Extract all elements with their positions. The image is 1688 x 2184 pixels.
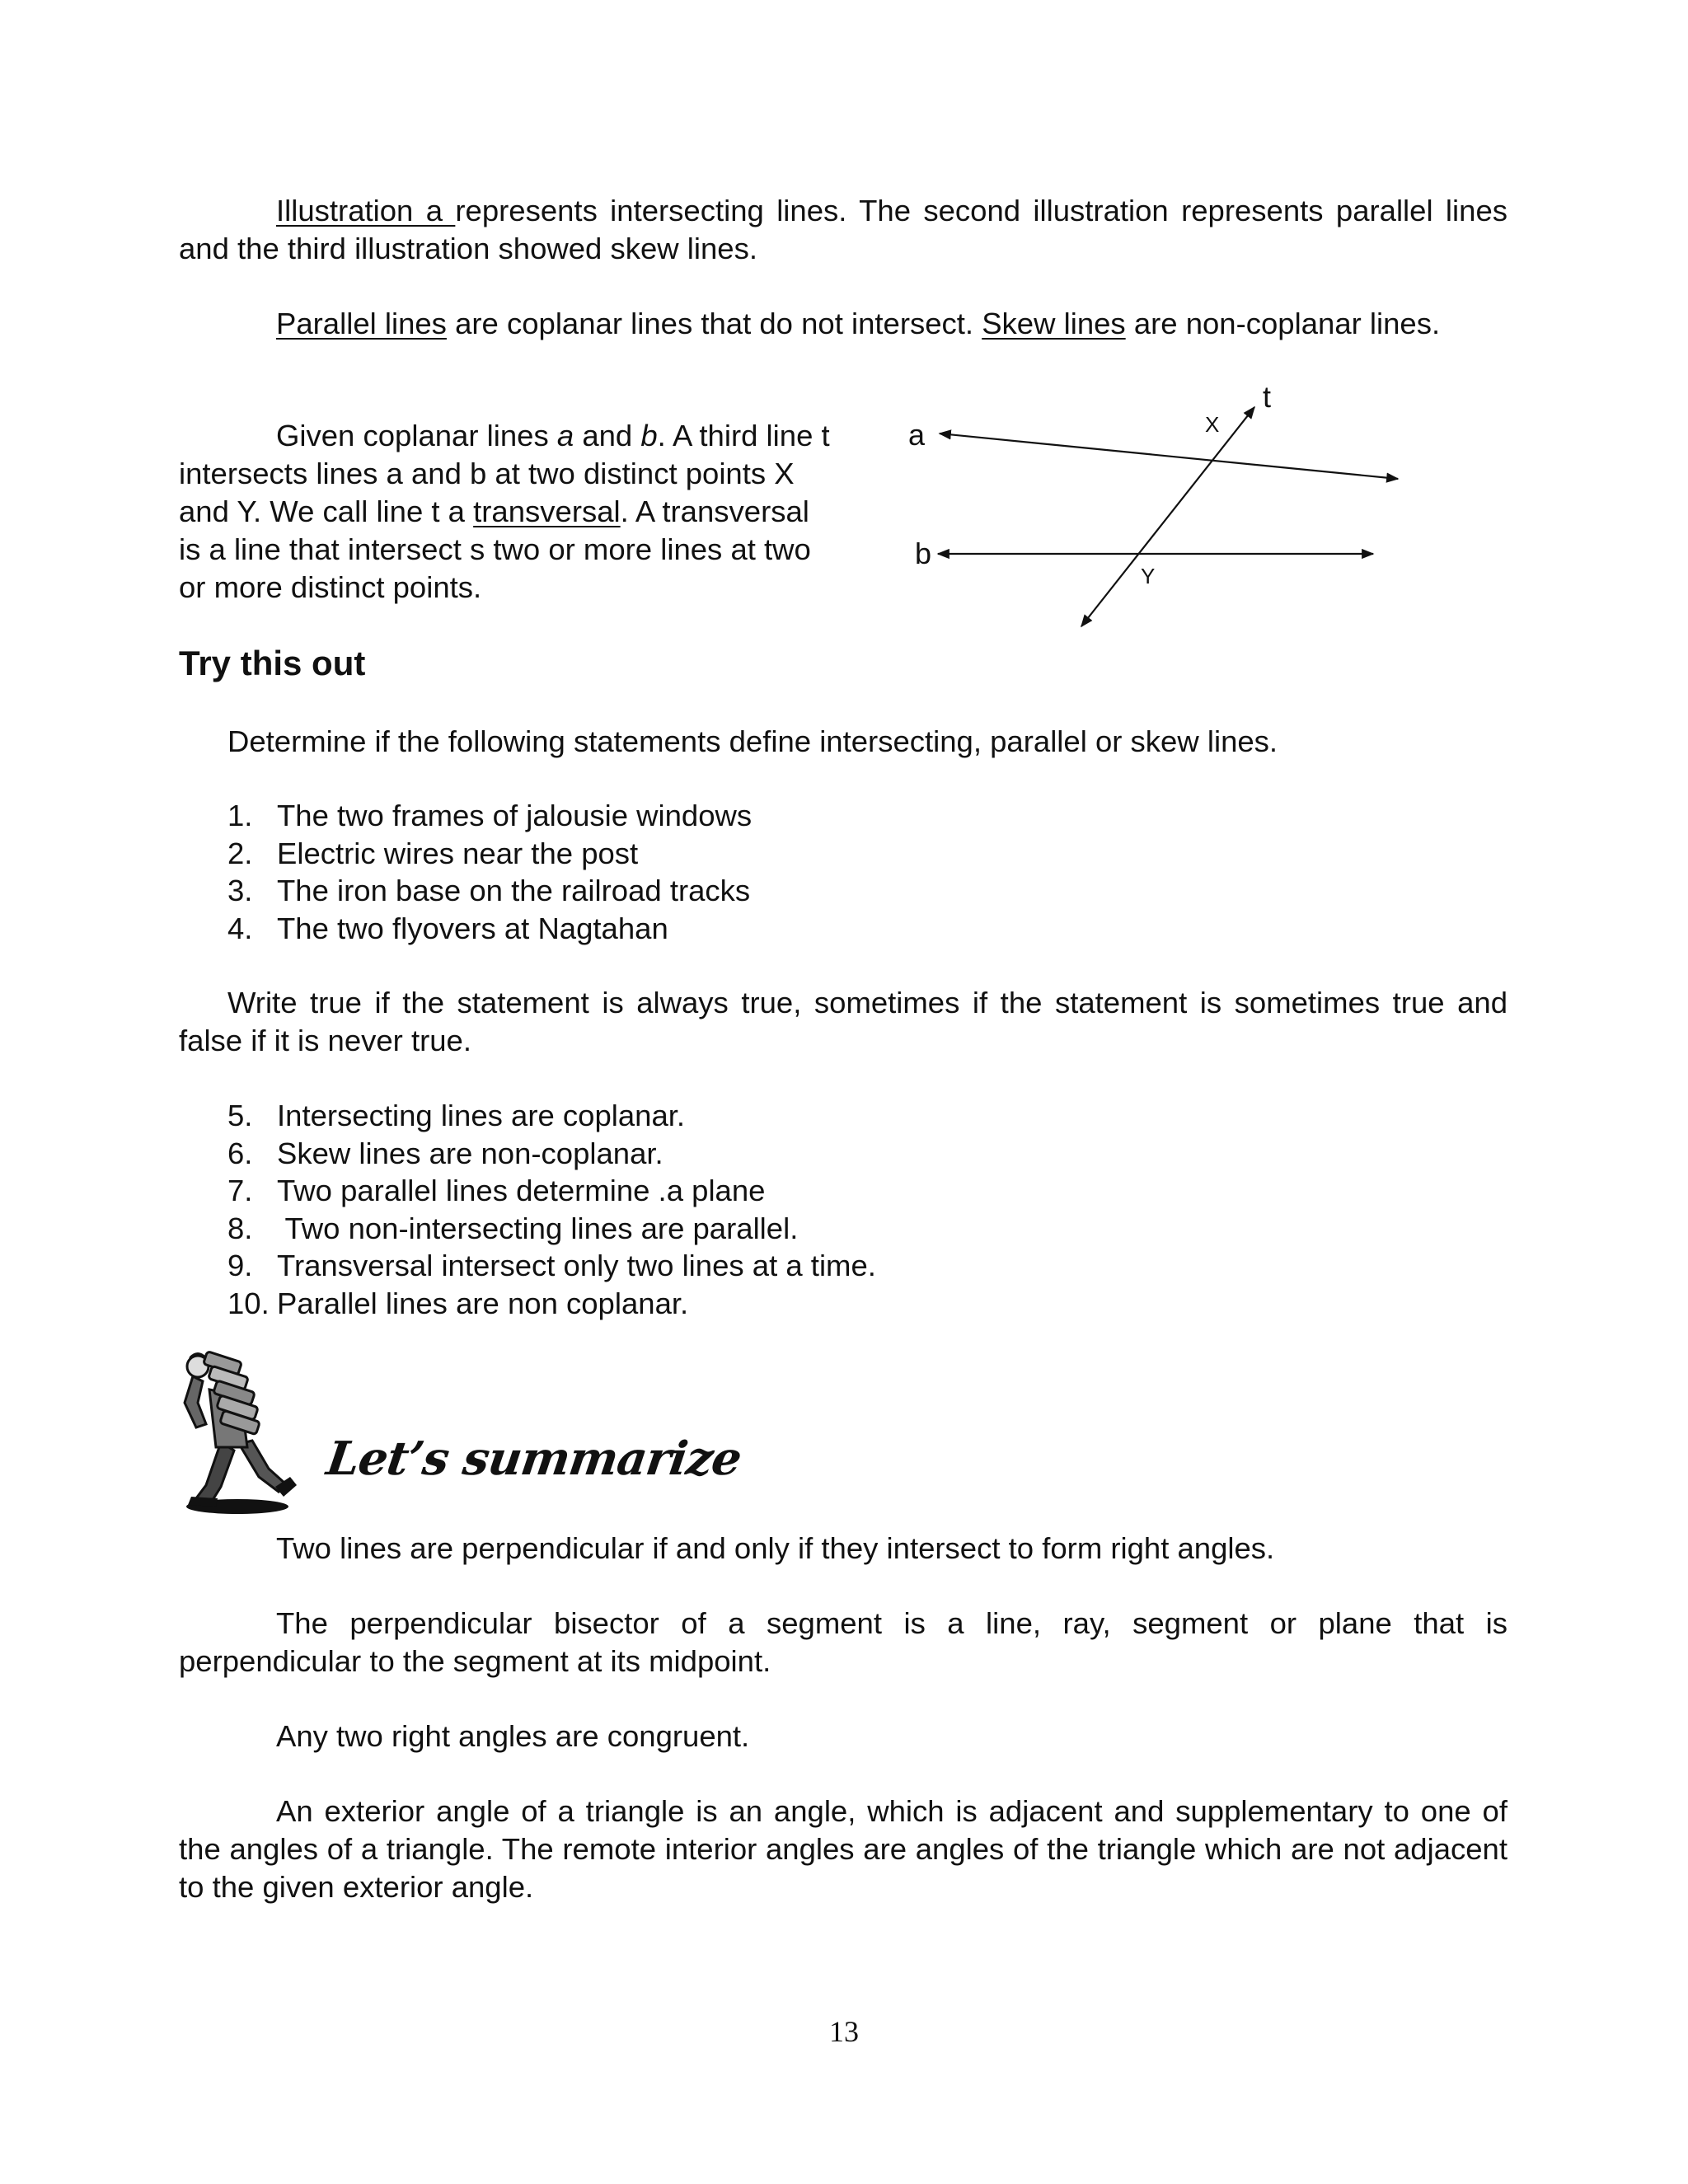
item-text: Parallel lines are non coplanar. bbox=[277, 1286, 689, 1320]
paragraph-transversal bbox=[179, 417, 832, 607]
summary-heading: Let’s summarize bbox=[323, 1432, 745, 1486]
instruction-true-false: Write true if the statement is always true, sometimes if the statement is sometimes true and false if it is never true. bbox=[179, 986, 1507, 1057]
summary-paragraph: Two lines are perpendicular if and only if they intersect to form right angles. bbox=[276, 1531, 1275, 1565]
item-text: Two parallel lines determine .a plane bbox=[277, 1174, 766, 1207]
transversal-term: transversal bbox=[473, 494, 621, 528]
list-item bbox=[227, 1247, 876, 1285]
item-text: The two frames of jalousie windows bbox=[277, 799, 753, 832]
exercise-list-1 bbox=[227, 797, 752, 947]
list-item bbox=[227, 797, 752, 835]
item-text: The two flyovers at Nagtahan bbox=[277, 911, 668, 945]
summary-paragraph: The perpendicular bisector of a segment is a line, ray, segment or plane that is perpendicular to the segment at its midpoint. bbox=[179, 1606, 1507, 1678]
item-text: Skew lines are non-coplanar. bbox=[277, 1136, 663, 1170]
item-number: 1. bbox=[227, 799, 253, 832]
line-t bbox=[1081, 407, 1254, 626]
transversal-text-4: . A transversal is a line that intersect s two or more lines at two or more distinct points. bbox=[179, 494, 811, 604]
item-number: 3. bbox=[227, 874, 253, 907]
transversal-text-1: Given coplanar lines bbox=[276, 419, 557, 452]
transversal-diagram bbox=[898, 377, 1426, 641]
item-number: 8. bbox=[227, 1211, 253, 1245]
person-carrying-books-icon bbox=[173, 1345, 305, 1518]
item-number: 6. bbox=[227, 1136, 253, 1170]
paragraph-parallel-skew bbox=[179, 305, 1507, 343]
summary-paragraph: Any two right angles are congruent. bbox=[276, 1719, 750, 1753]
list-item bbox=[227, 872, 752, 910]
illustration-label: Illustration a bbox=[276, 194, 456, 227]
item-number: 2. bbox=[227, 836, 253, 870]
label-x: X bbox=[1205, 412, 1220, 437]
transversal-text-3: . A third line t intersects lines a and b at two distinct points X and Y. We call line t a bbox=[179, 419, 830, 528]
list-item bbox=[227, 1097, 876, 1135]
parallel-lines-definition: are coplanar lines that do not intersect. bbox=[446, 307, 982, 340]
list-item bbox=[227, 1285, 876, 1323]
item-text: Two non-intersecting lines are parallel. bbox=[277, 1211, 799, 1245]
variable-b: b bbox=[640, 419, 658, 452]
item-text: Electric wires near the post bbox=[277, 836, 639, 870]
item-text: Transversal intersect only two lines at a time. bbox=[277, 1249, 876, 1282]
list-item bbox=[227, 1210, 876, 1248]
item-number: 9. bbox=[227, 1249, 253, 1282]
item-number: 7. bbox=[227, 1174, 253, 1207]
label-t: t bbox=[1263, 380, 1272, 414]
transversal-text-2: and bbox=[574, 419, 641, 452]
try-this-out-heading: Try this out bbox=[179, 644, 366, 682]
label-y: Y bbox=[1141, 564, 1156, 588]
label-b: b bbox=[915, 537, 932, 570]
illustration-text: represents intersecting lines. The second illustration represents parallel lines and the third illustration showed skew lines. bbox=[179, 194, 1507, 265]
list-item bbox=[227, 835, 752, 873]
item-number: 5. bbox=[227, 1099, 253, 1132]
parallel-lines-term: Parallel lines bbox=[276, 307, 447, 340]
skew-lines-term: Skew lines bbox=[982, 307, 1126, 340]
list-item bbox=[227, 1135, 876, 1173]
paragraph-illustration bbox=[179, 192, 1507, 268]
exercise-list-2 bbox=[227, 1097, 876, 1322]
line-a bbox=[940, 434, 1398, 479]
page-number: 13 bbox=[829, 2015, 859, 2048]
variable-a: a bbox=[556, 419, 574, 452]
item-number: 10. bbox=[227, 1286, 270, 1320]
skew-lines-definition: are non-coplanar lines. bbox=[1125, 307, 1441, 340]
list-item bbox=[227, 910, 752, 948]
item-text: Intersecting lines are coplanar. bbox=[277, 1099, 686, 1132]
list-item bbox=[227, 1172, 876, 1210]
item-text: The iron base on the railroad tracks bbox=[277, 874, 751, 907]
instruction-determine: Determine if the following statements define intersecting, parallel or skew lines. bbox=[227, 724, 1278, 758]
item-number: 4. bbox=[227, 911, 253, 945]
label-a: a bbox=[908, 418, 926, 452]
summary-paragraph: An exterior angle of a triangle is an angle, which is adjacent and supplementary to one of the angles of a triangle. The remote interior angles are angles of the triangle which are not adjacent to the given exterior angle. bbox=[179, 1794, 1507, 1904]
